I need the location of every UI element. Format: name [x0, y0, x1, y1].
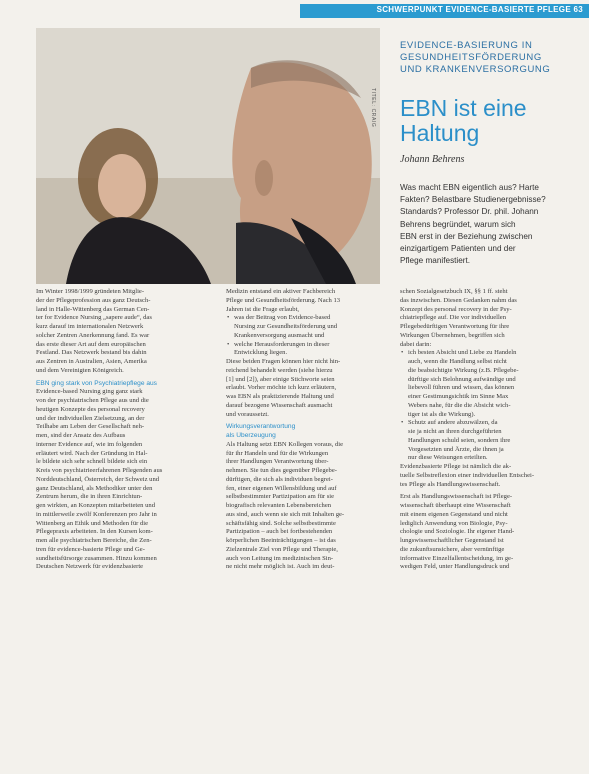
body-text-line: schen Sozialgesetzbuch IX, §§ 1 ff. steht	[400, 288, 508, 295]
lead-line: Fakten? Belastbare Studienergebnisse?	[400, 195, 546, 205]
body-text-line: fen, einer eigenen Willensbildung und auf	[226, 484, 337, 492]
body-text-line: selbstbestimmter Partizipation am für sie	[226, 493, 335, 501]
bullet-line: Webers nahe, für die die Absicht wich-	[408, 401, 511, 409]
body-text-line: darauf bezogene Wissenschaft ausmacht	[226, 401, 333, 409]
body-text-line: dürftigen, die sich als individuen begrei-	[226, 475, 333, 483]
body-text-line: Erst als Handlungswissenschaft ist Pflege-	[400, 493, 513, 501]
body-text-line: Partizipation – auch bei fortbestehenden	[226, 528, 333, 536]
body-text-line: ganz Deutschland, als Methodiker unter den	[36, 484, 153, 492]
body-text-line: das erste dieser Art auf dem europäischen	[36, 340, 146, 348]
subheading-line: Wirkungsverantwortung	[226, 423, 296, 431]
body-text-line: mit einem eigenen Gegenstand und nicht	[400, 510, 508, 518]
body-text-line: Teilhabe am Leben der Gesellschaft neh-	[36, 423, 145, 431]
body-text-line: Als Haltung setzt EBN Kollegen voraus, die	[226, 440, 344, 448]
bullet-line: • was der Beitrag von Evidence-based	[226, 314, 394, 323]
body-text-line: was EBN als praktizierende Haltung und	[226, 393, 334, 400]
body-text-line: wissenschaft überhaupt eine Wissenschaft	[400, 502, 511, 509]
body-column-1	[36, 288, 212, 572]
body-text-line: sundheitsfürsorge zusammen. Hinzu kommen	[36, 554, 157, 562]
bullet-line: sie ja nicht an ihren durchgeführten	[408, 428, 502, 435]
bullet-line: dürftige sich Belohnung aufwändige und	[408, 375, 516, 383]
body-text-line: wedigen Feld, unter Handlungsdruck und	[400, 563, 510, 571]
body-text-line: Kreis von psychiatrieerfahrenen Pflegenden aus	[36, 467, 163, 474]
bullet-line: liebevoll führen und wissen, das können	[408, 384, 515, 392]
body-text-line: dabei darin:	[400, 340, 432, 348]
body-text-line: men, sind der Ansatz des Aufbaus	[36, 432, 126, 439]
bullet-line: Entwicklung liegen.	[234, 349, 288, 357]
body-text-line: ne nicht mehr möglich ist. Auch im deut-	[226, 563, 335, 571]
body-text-line: informative Einzelfallentscheidung, im ge-	[400, 554, 514, 562]
photo-credit: TITEL: CRAIG	[370, 88, 376, 128]
body-column-3	[400, 288, 582, 572]
body-text-line: Jahren ist die Frage erlaubt,	[226, 305, 300, 313]
body-text-line: aus Zentren in Australien, Asien, Amerika	[36, 358, 147, 365]
body-text-line: tren für evidence-basierte Pflege und Ge-	[36, 545, 145, 553]
body-text-line: Zentrum herum, die in ihren Einrichtun-	[36, 493, 143, 501]
lead-line: Pflege manifestiert.	[400, 256, 471, 266]
body-text-line: interner Evidence auf, wie im folgenden	[36, 440, 143, 448]
body-text-line: ter for Evidence Nursing „sapere aude“, das	[36, 314, 152, 322]
body-text-line: die zukunftsunsichere, aber vernünftige	[400, 545, 505, 553]
body-text-line: Evidenzbasierte Pflege ist nämlich die ak-	[400, 463, 512, 470]
body-text-line: erlaubt. Vorher möchte ich kurz erläutern,	[226, 384, 337, 392]
body-text-line: Evidence-based Nursing ging ganz stark	[36, 388, 143, 396]
bullet-line: • welche Herausforderungen in dieser	[226, 341, 394, 350]
lead-line: EBN erst in der Beziehung zwischen	[400, 231, 533, 241]
body-text-line: schäftsfähig sind. Solche selbstbestimmte	[226, 519, 336, 527]
body-text-line: chologie und Soziologie. Ihr eigener Hand-	[400, 528, 515, 536]
body-text-line: kurz darauf im internationalen Netzwerk	[36, 323, 144, 330]
body-text-line: [1] und [2]), aber einige Stichworte seien	[226, 375, 335, 383]
body-text-line: in mittlerweile zwölf Konferenzen pro Jahr in	[36, 510, 157, 518]
bullet-line: die beabsichtigte Wirkung (z.B. Pflegebe-	[408, 366, 519, 374]
article-author: Johann Behrens	[400, 154, 465, 165]
lead-line: einzigartigem Patienten und der	[400, 244, 516, 254]
body-text-line: für ihr Handeln und für die Wirkungen	[226, 449, 329, 457]
body-text-line: das inzwischen. Diesen Gedanken nahm das	[400, 296, 517, 304]
body-text-line: Wittenberg an Ethik und Methoden für die	[36, 519, 149, 527]
body-text-line: auch von Leitung im medizinischen Sin-	[226, 554, 334, 562]
body-text-line: lungswissenschaftlicher Gegenstand ist	[400, 537, 504, 544]
body-text-line: heutigen Konzepte des personal recovery	[36, 405, 145, 413]
body-text-line: Wirkungen Übernehmen, begriffen sich	[400, 331, 505, 339]
body-text-line: Deutschen Netzwerk für evidenzbasierte	[36, 563, 144, 571]
body-text-line: biografisch relevanten Lebensbereichen	[226, 502, 332, 509]
body-text-line: und voraussetzt.	[226, 410, 269, 418]
title-line: EBN ist eine	[400, 95, 527, 121]
bullet-line: Handlungen schuld seien, sondern ihre	[408, 436, 511, 444]
body-text-line: lediglich Anwendung von Biologie, Psy-	[400, 519, 508, 527]
body-text-line: körperlichen Beeinträchtigungen – ist das	[226, 537, 336, 544]
kicker-line: UND KRANKENVERSORGUNG	[400, 64, 551, 75]
body-text-line: Norddeutschland, Österreich, der Schweiz und	[36, 475, 160, 483]
body-text-line: chiatriepflege auf. Die vor individuellen	[400, 314, 507, 322]
body-text-line: Medizin entstand ein aktiver Fachbereich	[226, 288, 336, 295]
body-text-line: le bildete sich sehr schnell bildete sich ein	[36, 458, 148, 466]
photo-illustration	[36, 28, 380, 284]
body-text-line: reichend behandelt werden (siehe hierzu	[226, 366, 333, 374]
lead-line: Was macht EBN eigentlich aus? Harte	[400, 183, 539, 192]
bullet-line: auch, wenn die Handlung selbst nicht	[408, 358, 507, 365]
body-text-line: erläutert wird. Nach der Gründung in Hal-	[36, 449, 148, 457]
body-text-line: nehmen. Sie tun dies gegenüber Pflegebe-	[226, 467, 337, 474]
article-kicker	[400, 40, 580, 76]
bullet-line: Vorgesetzten und Ärzte, die ihnen ja	[408, 445, 504, 453]
body-text-line: ihrer Handlungen Verantwortung über-	[226, 458, 329, 466]
body-text-line: men alle psychiatrischen Bereiche, die Zen-	[36, 537, 152, 544]
bullet-line: • Schutz auf andere abzuwälzen, da	[400, 419, 582, 428]
kicker-line: EVIDENCE-BASIERUNG IN	[400, 40, 533, 51]
kicker-line: GESUNDHEITSFÖRDERUNG	[400, 52, 542, 63]
body-text-line: der der Pflegeprofession aus ganz Deutsch-	[36, 296, 151, 304]
subheading-line: EBN ging stark von Psychiatriepflege aus	[36, 379, 157, 387]
bullet-line: Krankenversorgung ausmacht und	[234, 331, 325, 339]
bullet-line: • ich besten Absicht und Liebe zu Handeln	[400, 349, 582, 358]
body-text-line: Pflegebedürftigen Verantwortung für ihre	[400, 323, 510, 330]
body-text-line: Pflege und Gesundheitsförderung. Nach 13	[226, 296, 341, 304]
article-lead	[400, 182, 585, 267]
subheading-line: als Überzeugung	[226, 432, 276, 439]
body-text-line: Im Winter 1998/1999 gründeten Mitglie-	[36, 288, 145, 295]
body-text-line: und der individuellen Zielsetzung, an der	[36, 414, 145, 422]
body-text-line: tuelle Selbstreflexion einer individuellen Entschei-	[400, 471, 535, 479]
body-text-line: Pflegepraxis arbeiteten. In den Kursen kom-	[36, 528, 153, 536]
body-column-2	[226, 288, 394, 572]
body-text-line: gen wirkten, an Konzepten mitarbeiteten und	[36, 502, 156, 509]
lead-line: Standards? Professor Dr. phil. Johann	[400, 207, 539, 217]
body-text-line: solcher Zentren Anerkennung fand. Es war	[36, 331, 150, 339]
body-text-line: von der psychiatrischen Pflege aus und die	[36, 397, 149, 404]
body-text-line: und dem Vereinigten Königreich.	[36, 366, 124, 374]
body-text-line: Diese beiden Fragen können hier nicht hin-	[226, 358, 341, 365]
body-text-line: tes Pflege als Handlungswissenschaft.	[400, 480, 501, 488]
article-title	[400, 96, 585, 146]
lead-line: Behrens begründet, warum sich	[400, 219, 516, 229]
body-text-line: land in Halle-Wittenberg das German Cen-	[36, 305, 150, 313]
section-header-band	[300, 4, 589, 18]
body-text-line: Zielzentrale Ziel von Pflege und Therapie,	[226, 545, 338, 553]
body-text-line: Konzept des personal recovery in der Psy-	[400, 305, 512, 313]
bullet-line: nur diese Weisungen erteilten.	[408, 454, 488, 462]
bullet-line: Nursing zur Gesundheitsförderung und	[234, 323, 338, 330]
bullet-line: einer Gestimungsichtik im Sinne Max	[408, 393, 509, 400]
body-text-line: Festland. Das Netzwerk bestand bis dahin	[36, 349, 147, 357]
section-header-title: SCHWERPUNKT EVIDENCE-BASIERTE PFLEGE 63	[376, 5, 583, 14]
body-text-line: aus sind, auch wenn sie sich mit Inhalten ge-	[226, 510, 345, 518]
article-photo	[36, 28, 380, 284]
title-line: Haltung	[400, 120, 480, 146]
bullet-line: tiger ist als die Wirkung).	[408, 410, 476, 418]
